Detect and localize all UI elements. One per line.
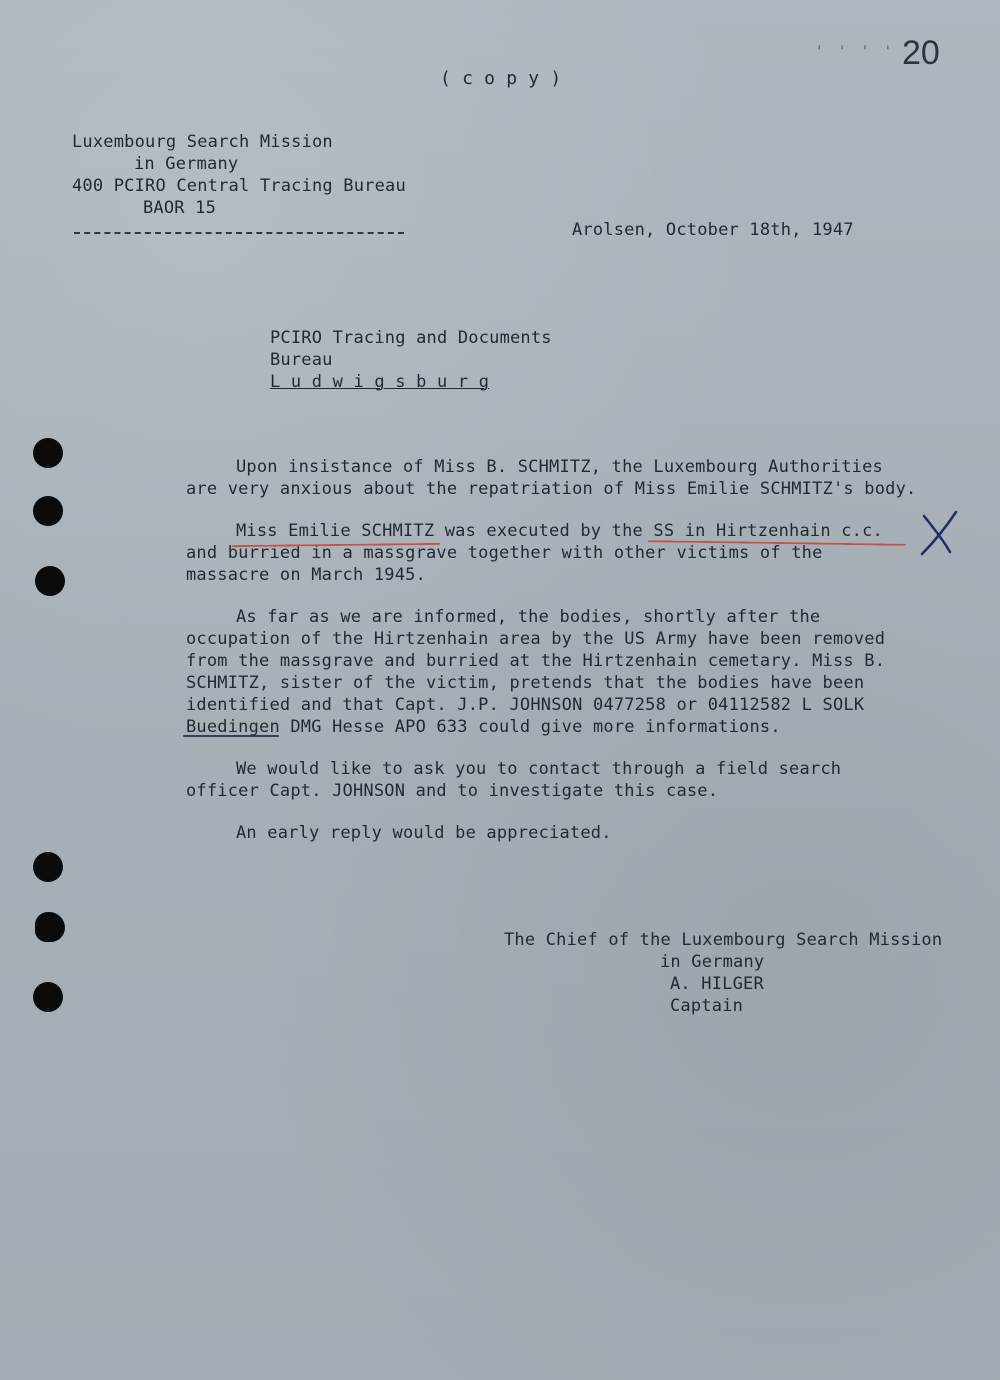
signature-line: A. HILGER <box>670 974 764 994</box>
sender-line: Luxembourg Search Mission <box>72 132 333 152</box>
page-number: 20 <box>902 34 940 72</box>
sender-line: 400 PCIRO Central Tracing Bureau <box>72 176 406 196</box>
sender-line: in Germany <box>134 154 239 174</box>
punch-hole <box>35 566 65 596</box>
signature-line: Captain <box>670 996 744 1016</box>
body-line: Buedingen DMG Hesse APO 633 could give more informations. <box>186 717 781 737</box>
body-line: SCHMITZ, sister of the victim, pretends that the bodies have been <box>186 673 865 693</box>
punch-hole <box>33 852 63 882</box>
body-line: Upon insistance of Miss B. SCHMITZ, the Luxembourg Authorities <box>236 457 883 477</box>
punch-hole <box>35 912 65 942</box>
dashed-rule <box>74 232 404 234</box>
body-line: massacre on March 1945. <box>186 565 427 585</box>
punch-hole <box>33 982 63 1012</box>
recipient-line: PCIRO Tracing and Documents <box>270 328 552 348</box>
body-line: As far as we are informed, the bodies, shortly after the <box>236 607 821 627</box>
body-line: Miss Emilie SCHMITZ was executed by the SS in Hirtzenhain c.c. <box>236 521 883 541</box>
body-line: An early reply would be appreciated. <box>236 823 612 843</box>
corner-marks: ' ' ' ' <box>815 44 896 60</box>
blue-underline-buedingen <box>183 735 279 737</box>
body-line: occupation of the Hirtzenhain area by the US Army have been removed <box>186 629 886 649</box>
body-line: identified and that Capt. J.P. JOHNSON 0477258 or 04112582 L SOLK <box>186 695 865 715</box>
body-line: are very anxious about the repatriation of Miss Emilie SCHMITZ's body. <box>186 479 917 499</box>
cross-mark-icon <box>916 508 962 558</box>
body-line: from the massgrave and burried at the Hirtzenhain cemetary. Miss B. <box>186 651 886 671</box>
body-line: officer Capt. JOHNSON and to investigate this case. <box>186 781 719 801</box>
punch-hole <box>33 438 63 468</box>
recipient-city: L u d w i g s b u r g <box>270 372 490 392</box>
recipient-line: Bureau <box>270 350 333 370</box>
signature-line: The Chief of the Luxembourg Search Mission <box>504 930 943 950</box>
sender-line: BAOR 15 <box>143 198 217 218</box>
body-line: and burried in a massgrave together with other victims of the <box>186 543 823 563</box>
place-date: Arolsen, October 18th, 1947 <box>572 220 854 240</box>
signature-line: in Germany <box>660 952 765 972</box>
punch-hole <box>33 496 63 526</box>
copy-label: ( c o p y ) <box>440 68 562 89</box>
body-line: We would like to ask you to contact through a field search <box>236 759 842 779</box>
